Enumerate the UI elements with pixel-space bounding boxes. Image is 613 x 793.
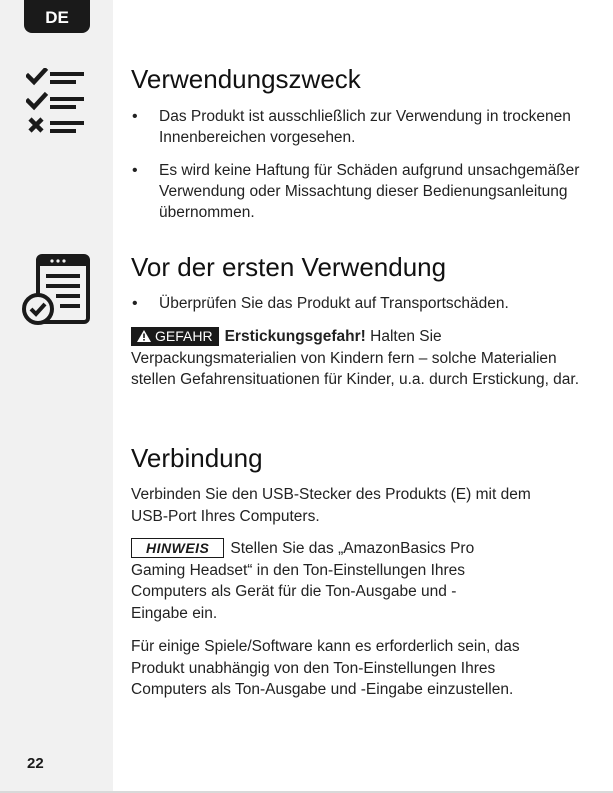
language-tab: DE — [24, 0, 90, 33]
checklist-icon — [26, 68, 88, 136]
danger-label: GEFAHR — [155, 328, 213, 344]
section-title-connection: Verbindung — [131, 443, 263, 473]
list-item: • Das Produkt ist ausschließlich zur Verwendung in trockenen Innenbereichen vorgesehen. — [131, 106, 601, 148]
danger-heading: Erstickungsgefahr! — [224, 328, 366, 345]
connection-paragraph: Verbinden Sie den USB-Stecker des Produkts (E) mit dem USB-Port Ihres Computers. — [131, 486, 531, 525]
page-number: 22 — [27, 755, 44, 772]
section-title-before-first-use: Vor der ersten Verwendung — [131, 252, 447, 282]
note-badge: HINWEIS — [131, 538, 224, 558]
danger-badge — [131, 327, 219, 346]
intended-use-list — [131, 106, 601, 235]
danger-notice — [131, 326, 601, 391]
list-item: • Überprüfen Sie das Produkt auf Transportschäden. — [131, 293, 601, 314]
list-item: • Es wird keine Haftung für Schäden aufgrund unsachgemäßer Verwendung oder Missachtung dieser Bedienungsanleitung übernommen. — [131, 160, 601, 223]
section-title-intended-use: Verwendungszweck — [131, 64, 361, 94]
before-first-use-list — [131, 293, 601, 326]
note-text: Stellen Sie das „AmazonBasics Pro Gaming Headset“ in den Ton-Einstellungen Ihres Computers als Gerät für die Ton-Ausgabe und -Eingabe ein. — [131, 540, 475, 622]
connection-note — [131, 538, 511, 624]
warning-triangle-icon — [137, 330, 151, 342]
connection-paragraph-2: Für einige Spiele/Software kann es erforderlich sein, das Produkt unabhängig von den Ton-Einstellungen Ihres Computers als Ton-Ausgabe und -Eingabe einzustellen. — [131, 638, 520, 698]
danger-text: Halten Sie Verpackungsmaterialien von Kindern fern – solche Materialien stellen Gefahrensituationen für Kinder, u.a. durch Erstickung, dar. — [131, 328, 580, 388]
sidebar — [0, 0, 113, 793]
clipboard-check-icon — [22, 252, 94, 328]
